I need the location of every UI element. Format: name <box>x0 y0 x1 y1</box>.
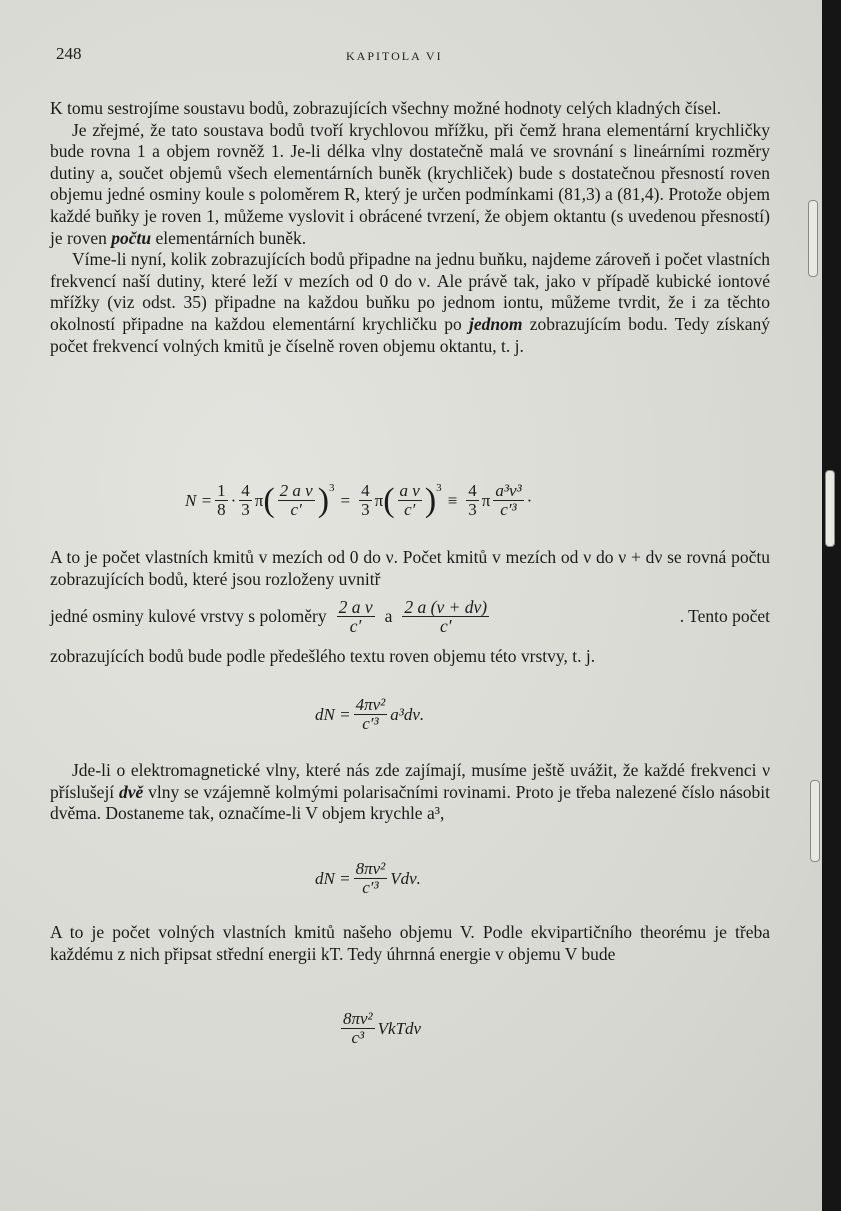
equation-dN-shell: dN = $\frac{\text{4πν²}}{\text{c′³}}$ a³dν. <box>315 695 425 733</box>
paragraph-2: Je zřejmé, že tato soustava bodů tvoří krychlovou mřížku, při čemž hrana elementární krychličky bude rovna 1 a objem rovněž 1. Je-li délka vlny dostatečně malá ve srovnání s lineárními rozměry dutiny a, součet objemů všech elementárních buněk (krychliček) bude s dostatečnou přesností roven objemu jedné osminy koule s poloměrem R, který je určen podmínkami (81,3) a (81,4). Protože objem každé buňky je roven 1, můžeme vyslovit i obrácené tvrzení, že objem oktantu (s uvedenou přesností) je roven počtu elementárních buněk. <box>50 119 770 248</box>
text-block-1 <box>50 98 770 357</box>
page-number: 248 <box>56 44 82 63</box>
equation-octant-volume: N = $\frac{1}{8}$ · $\frac{4}{3}$ π ( $\frac{\text{2 a ν}}{c'}$ ) $^3$ = $\frac{4}{3}$ π ( $\frac{\text{a ν}}{c'}$ ) $^3$ ≡ $\frac{4}{3}$ π $\frac{\text{a³ν³}}{\text{c′³}}$ · <box>185 481 533 519</box>
paragraph-5: Jde-li o elektromagnetické vlny, které nás zde zajímají, musíme ještě uvážit, že každé frekvenci ν příslušejí dvě vlny se vzájemně kolmými polarisačními rovinami. Proto je třeba nalezené číslo násobit dvěma. Dostaneme tak, označíme-li V objem krychle a³, <box>50 760 771 824</box>
equation-dN-volume: dN = $\frac{\text{8πν²}}{\text{c′³}}$ Vdν. <box>315 859 421 897</box>
paragraph-6: A to je počet volných vlastních kmitů našeho objemu V. Podle ekvipartičního theorému je třeba každému z nich připsat střední energii kT. Tedy úhrnná energie v objemu V bude <box>50 922 770 964</box>
fraction-radius-1: $\frac{\text{2 a ν}}{c'}$ <box>338 597 373 636</box>
fraction-4-3: $\frac{4}{3}$ <box>241 481 250 519</box>
paragraph-1: K tomu sestrojíme soustavu bodů, zobrazujících všechny možné hodnoty celých kladných čísel. <box>50 98 722 118</box>
text-block-3 <box>50 646 770 668</box>
emphasis-jednom: jednom <box>468 313 523 334</box>
fraction-a3v3-c3: $\frac{\text{a³ν³}}{\text{c′³}}$ <box>495 481 522 519</box>
emphasis-poctu: počtu <box>111 227 152 248</box>
book-spine <box>822 0 841 1211</box>
fraction-av-c: $\frac{\text{a ν}}{c'}$ <box>399 481 420 519</box>
fraction-4piv2-c3: $\frac{\text{4πν²}}{\text{c′³}}$ <box>355 695 386 733</box>
inline-fraction-line: jedné osminy kulové vrstvy s poloměry $\frac{\text{2 a ν}}{c'}$ a $\frac{2 a (\nu + d\nu)}{c'}$ . Tento počet <box>50 597 770 636</box>
paragraph-4-end: zobrazujících bodů bude podle předešlého textu roven objemu této vrstvy, t. j. <box>50 646 596 666</box>
fraction-8piv2-c3: $\frac{\text{8πν²}}{\text{c′³}}$ <box>355 859 386 897</box>
paragraph-3: Víme-li nyní, kolik zobrazujících bodů připadne na jednu buňku, najdeme zároveň i počet vlastních frekvencí naší dutiny, které leží v mezích od 0 do ν. Ale právě tak, jako v případě kubické iontové mřížky (viz odst. 35) připadne na každou buňku po jednom iontu, můžeme tvrdit, že i za těchto okolností připadne na každou elementární krychličku po jednom zobrazujícím bodu. Tedy získaný počet frekvencí volných kmitů je číselně roven objemu oktantu, t. j. <box>50 249 770 356</box>
fraction-2av-c: $\frac{\text{2 a ν}}{c'}$ <box>279 481 313 519</box>
page-header <box>56 44 756 68</box>
binding-thread-1 <box>808 200 818 277</box>
fraction-8piv2-c3-energy: $\frac{\text{8πν²}}{\text{c³}}$ <box>343 1009 373 1047</box>
fraction-4-3-b: $\frac{4}{3}$ <box>361 481 370 519</box>
fraction-radius-2: $\frac{2 a (\nu + d\nu)}{c'}$ <box>404 597 488 636</box>
text-block-4 <box>50 760 770 825</box>
paragraph-4: A to je počet vlastních kmitů v mezích od 0 do ν. Počet kmitů v mezích od ν do ν + dν se rovná počtu zobrazujících bodů, které jsou rozloženy uvnitř <box>50 547 770 589</box>
running-head: KAPITOLA VI <box>346 49 443 63</box>
text-block-2 <box>50 547 770 590</box>
equation-energy: $\frac{\text{8πν²}}{\text{c³}}$ VkTdν <box>343 1009 422 1047</box>
binding-thread-3 <box>810 780 820 862</box>
binding-thread-2 <box>825 470 835 547</box>
text-block-5 <box>50 922 770 965</box>
emphasis-dve: dvě <box>118 781 144 802</box>
fraction-1-8: $\frac{1}{8}$ <box>217 481 226 519</box>
fraction-4-3-c: $\frac{4}{3}$ <box>468 481 477 519</box>
